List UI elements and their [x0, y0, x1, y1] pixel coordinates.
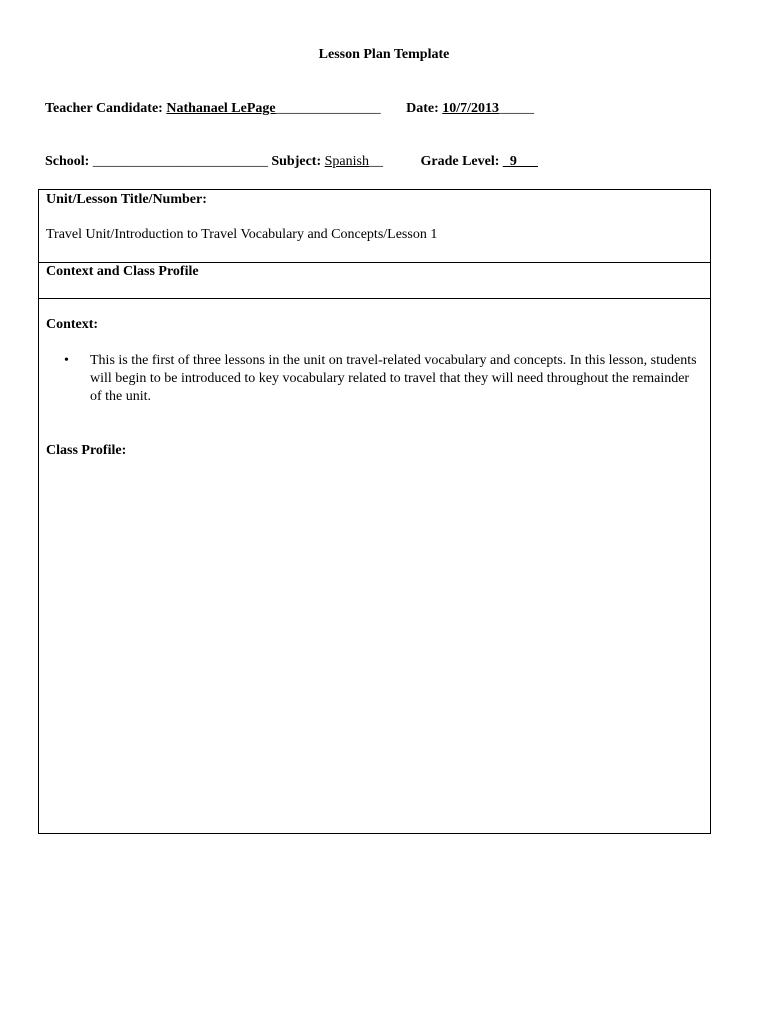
grade-label: Grade Level:	[420, 154, 500, 169]
teacher-value: Nathanael LePage	[166, 101, 276, 116]
subject-label: Subject:	[271, 154, 322, 169]
unit-value: Travel Unit/Introduction to Travel Vocabulary and Concepts/Lesson 1	[46, 227, 438, 242]
context-bullet-item	[64, 352, 704, 406]
class-profile-heading: Class Profile:	[46, 443, 127, 458]
context-bullet-text: This is the first of three lessons in the unit on travel-related vocabulary and concepts. In this lesson, students will begin to be introduced to key vocabulary related to travel that they will need throughout the remainder of the unit.	[90, 353, 697, 404]
lesson-table	[38, 189, 711, 834]
unit-heading: Unit/Lesson Title/Number:	[46, 192, 207, 207]
date-blank: _____	[499, 101, 535, 116]
school-blank: _________________________	[92, 154, 268, 169]
context-profile-heading: Context and Class Profile	[46, 264, 199, 279]
subject-value: Spanish	[324, 154, 369, 169]
grade-value: _9___	[502, 154, 538, 169]
context-body-cell	[39, 299, 710, 833]
subject-blank: __	[368, 154, 383, 169]
school-subject-grade-row	[45, 154, 538, 170]
context-profile-cell	[39, 263, 710, 299]
bullet-icon: •	[64, 353, 69, 368]
date-label: Date:	[406, 101, 439, 116]
context-heading: Context:	[46, 317, 99, 332]
teacher-date-row	[45, 101, 534, 117]
unit-title-cell	[39, 190, 710, 263]
teacher-blank: _______________	[275, 101, 381, 116]
teacher-label: Teacher Candidate:	[45, 101, 163, 116]
date-value: 10/7/2013	[442, 101, 500, 116]
page-title: Lesson Plan Template	[318, 47, 450, 62]
school-label: School:	[45, 154, 90, 169]
